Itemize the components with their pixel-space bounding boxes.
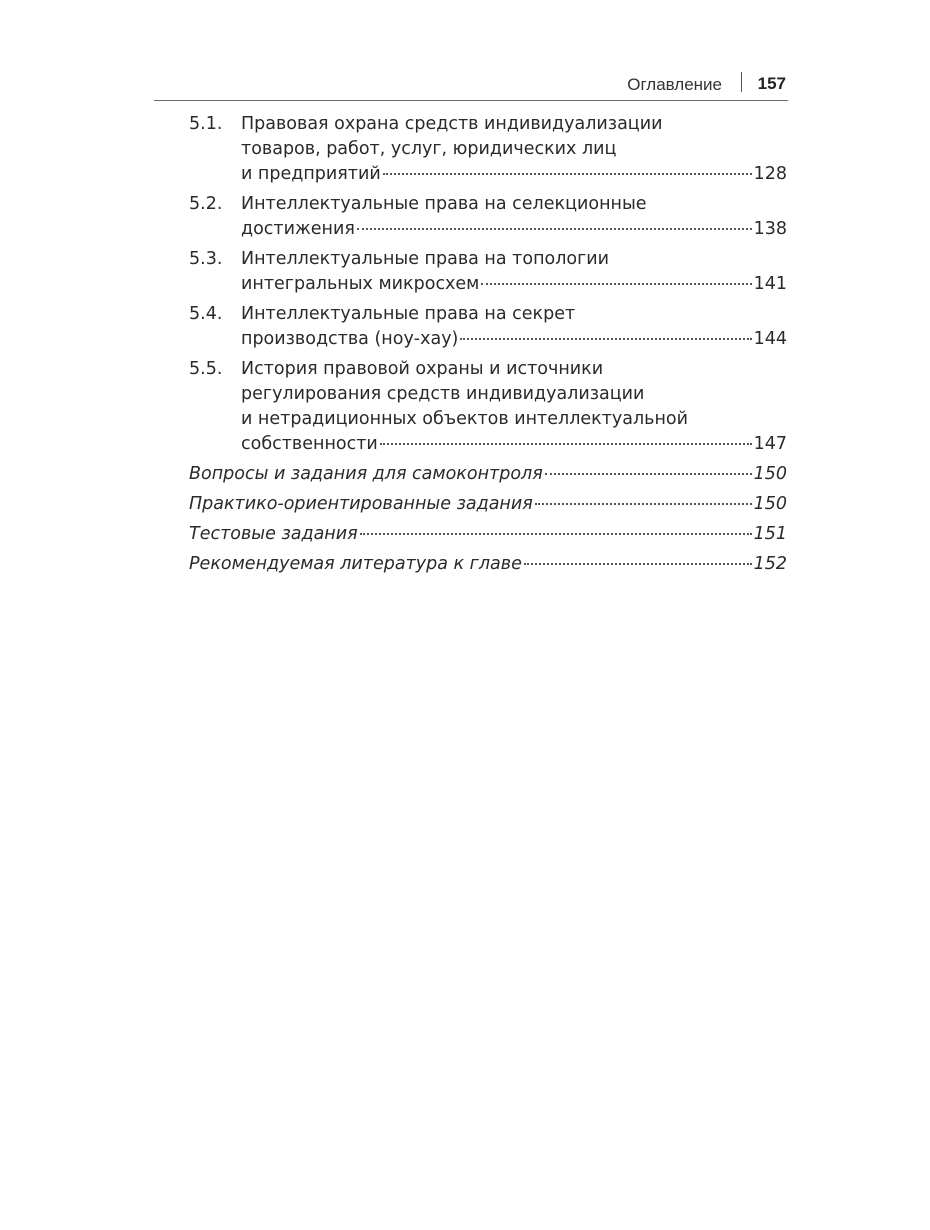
entry-title-line: Интеллектуальные права на селекционные (241, 194, 647, 214)
entry-page-number: 128 (753, 164, 787, 184)
entry-title: Практико-ориентированные задания (189, 494, 533, 514)
entry-title-line: Интеллектуальные права на топологии (241, 249, 610, 269)
entry-page-number: 147 (753, 434, 787, 454)
dot-leader (357, 228, 752, 230)
entry-title-line: Интеллектуальные права на секрет (241, 304, 576, 324)
entry-title-line: и нетрадиционных объектов интеллектуальной (241, 409, 689, 429)
entry-title: Вопросы и задания для самоконтроля (189, 464, 543, 484)
dot-leader (524, 563, 752, 565)
dot-leader (380, 443, 752, 445)
section-number: 5.1. (189, 114, 223, 134)
toc-entry-5-2[interactable] (189, 192, 787, 242)
dot-leader (460, 338, 751, 340)
section-number: 5.4. (189, 304, 223, 324)
entry-title-line: и предприятий (241, 164, 381, 184)
page-number: 157 (757, 74, 786, 93)
entry-title-line: История правовой охраны и источники (241, 359, 604, 379)
toc-entry-tests[interactable] (189, 522, 787, 547)
dot-leader (545, 473, 752, 475)
dot-leader (383, 173, 752, 175)
entry-page-number: 150 (753, 494, 787, 514)
toc-entry-5-5[interactable] (189, 357, 787, 457)
header-separator (741, 72, 743, 92)
table-of-contents (189, 112, 787, 582)
entry-title-line: интегральных микросхем (241, 274, 480, 294)
entry-title-line: товаров, работ, услуг, юридических лиц (241, 139, 617, 159)
entry-page-number: 144 (753, 329, 787, 349)
entry-page-number: 151 (753, 524, 787, 544)
dot-leader (360, 533, 752, 535)
toc-entry-practice-tasks[interactable] (189, 492, 787, 517)
running-header (154, 66, 788, 101)
entry-title: Рекомендуемая литература к главе (189, 554, 522, 574)
entry-title: Тестовые задания (189, 524, 358, 544)
running-header-title: Оглавление (627, 75, 722, 94)
dot-leader (535, 503, 752, 505)
entry-page-number: 141 (753, 274, 787, 294)
toc-entry-5-4[interactable] (189, 302, 787, 352)
entry-page-number: 150 (753, 464, 787, 484)
entry-page-number: 152 (753, 554, 787, 574)
entry-page-number: 138 (753, 219, 787, 239)
entry-title-line: производства (ноу-хау) (241, 329, 459, 349)
entry-title-line: Правовая охрана средств индивидуализации (241, 114, 663, 134)
toc-entry-literature[interactable] (189, 552, 787, 577)
entry-title-line: достижения (241, 219, 355, 239)
section-number: 5.3. (189, 249, 223, 269)
entry-title-line: собственности (241, 434, 378, 454)
toc-entry-5-3[interactable] (189, 247, 787, 297)
dot-leader (481, 283, 751, 285)
toc-entry-5-1[interactable] (189, 112, 787, 187)
section-number: 5.2. (189, 194, 223, 214)
toc-entry-self-control[interactable] (189, 462, 787, 487)
section-number: 5.5. (189, 359, 223, 379)
entry-title-line: регулирования средств индивидуализации (241, 384, 645, 404)
